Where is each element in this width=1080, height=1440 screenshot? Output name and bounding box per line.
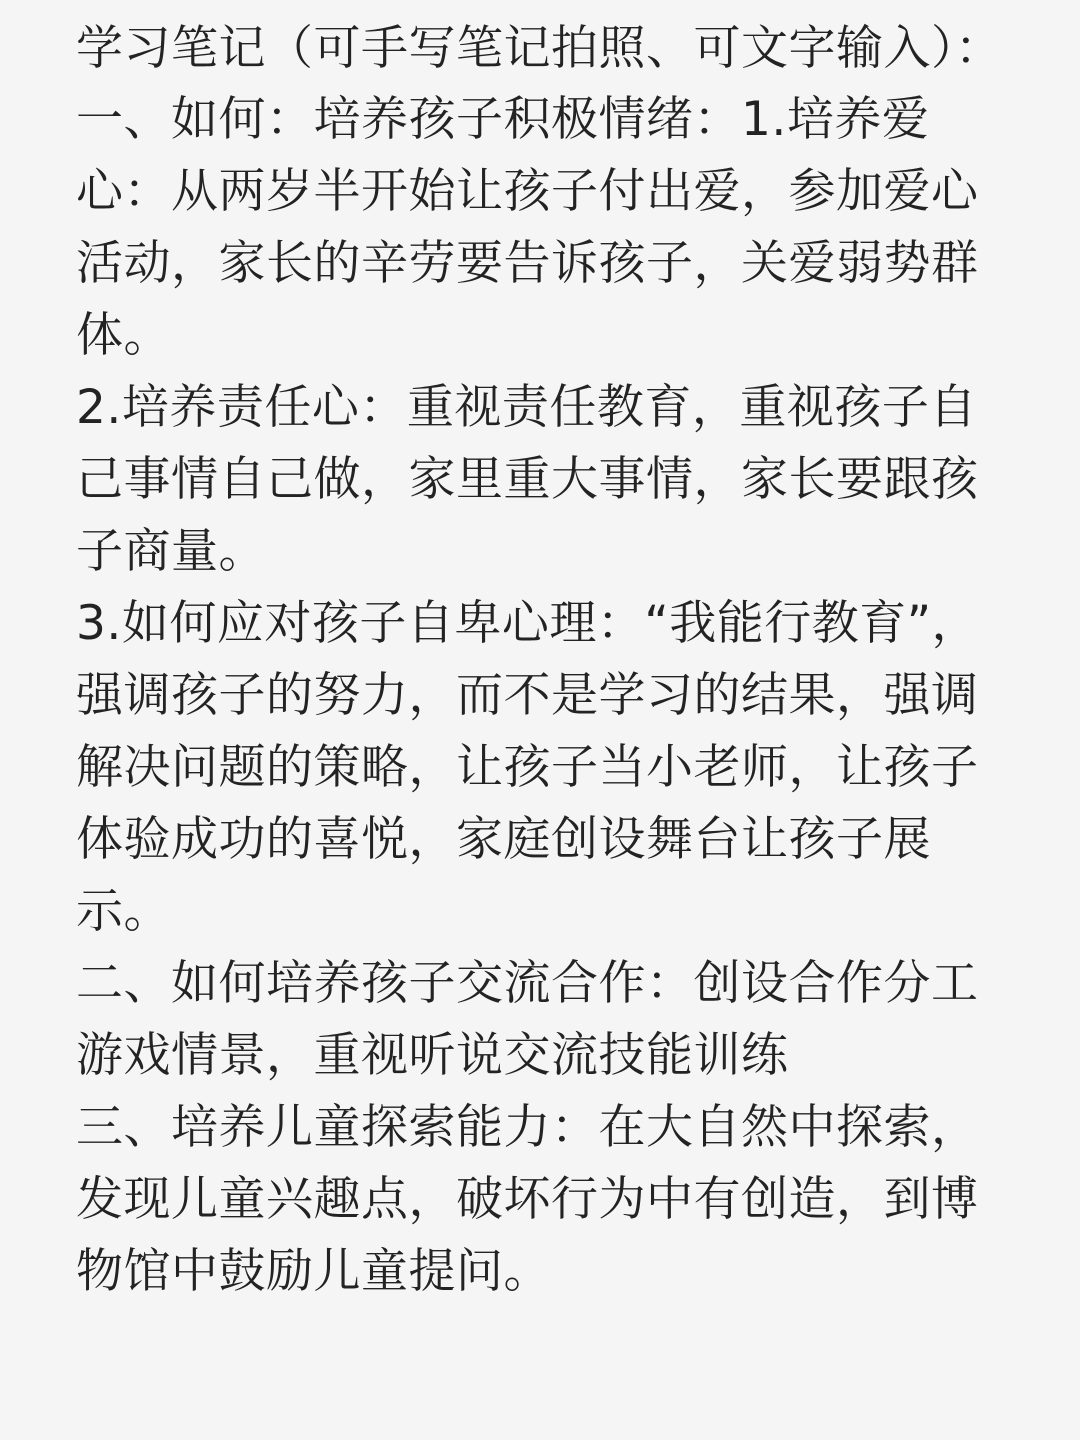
- note-paragraph-2: 2.培养责任心：重视责任教育，重视孩子自己事情自己做，家里重大事情，家长要跟孩子商量。: [76, 380, 979, 579]
- note-paragraph-5: 三、培养儿童探索能力：在大自然中探索，发现儿童兴趣点，破坏行为中有创造，到博物馆中鼓励儿童提问。: [76, 1100, 979, 1299]
- note-paragraph-3: 3.如何应对孩子自卑心理：“我能行教育”，强调孩子的努力，而不是学习的结果，强调解决问题的策略，让孩子当小老师，让孩子体验成功的喜悦，家庭创设舞台让孩子展示。: [76, 596, 980, 939]
- note-paragraph-1: 一、如何：培养孩子积极情绪：1.培养爱心：从两岁半开始让孩子付出爱，参加爱心活动，家长的辛劳要告诉孩子，关爱弱势群体。: [76, 92, 979, 363]
- note-title: 学习笔记（可手写笔记拍照、可文字输入）：: [76, 21, 1003, 76]
- note-paragraph-4: 二、如何培养孩子交流合作：创设合作分工游戏情景，重视听说交流技能训练: [76, 956, 979, 1083]
